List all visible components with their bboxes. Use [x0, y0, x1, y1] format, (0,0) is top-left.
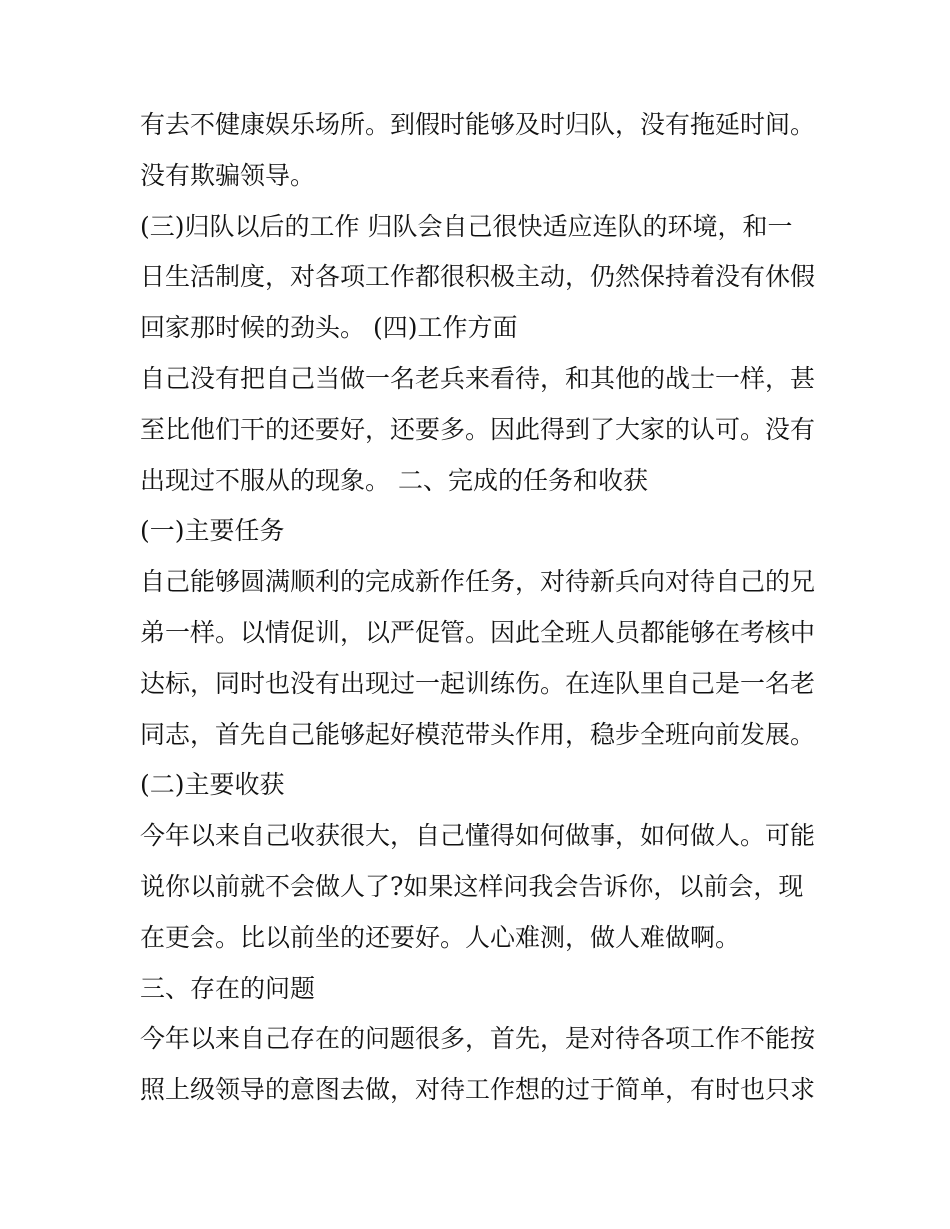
text-line: 日生活制度，对各项工作都很积极主动，仍然保持着没有休假	[140, 262, 816, 292]
text-line: 回家那时候的劲头。 (四)工作方面	[140, 313, 518, 343]
section-heading: (一)主要任务	[140, 516, 285, 546]
text-line: 弟一样。以情促训，以严促管。因此全班人员都能够在考核中	[140, 617, 816, 647]
text-line: 说你以前就不会做人了?如果这样问我会告诉你，以前会，现	[140, 871, 804, 901]
text-line: 自己能够圆满顺利的完成新作任务，对待新兵向对待自己的兄	[140, 567, 816, 597]
text-line: 至比他们干的还要好，还要多。因此得到了大家的认可。没有	[140, 414, 816, 444]
text-line: 在更会。比以前坐的还要好。人心难测，做人难做啊。	[140, 922, 741, 952]
text-line: 同志，首先自己能够起好模范带头作用，稳步全班向前发展。	[140, 719, 816, 749]
section-heading: (二)主要收获	[140, 770, 285, 800]
text-line: (三)归队以后的工作 归队会自己很快适应连队的环境，和一	[140, 211, 793, 241]
text-line: 今年以来自己存在的问题很多，首先，是对待各项工作不能按	[140, 1024, 816, 1054]
document-body	[140, 100, 820, 1116]
section-heading: 三、存在的问题	[140, 973, 316, 1003]
text-line: 没有欺骗领导。	[140, 160, 316, 190]
text-line: 照上级领导的意图去做，对待工作想的过于简单，有时也只求	[140, 1075, 816, 1105]
text-line: 有去不健康娱乐场所。到假时能够及时归队，没有拖延时间。	[140, 110, 816, 139]
text-line: 出现过不服从的现象。 二、完成的任务和收获	[140, 465, 648, 495]
text-line: 今年以来自己收获很大，自己懂得如何做事，如何做人。可能	[140, 821, 816, 851]
text-line: 达标，同时也没有出现过一起训练伤。在连队里自己是一名老	[140, 668, 816, 698]
text-line: 自己没有把自己当做一名老兵来看待，和其他的战士一样，甚	[140, 363, 816, 393]
